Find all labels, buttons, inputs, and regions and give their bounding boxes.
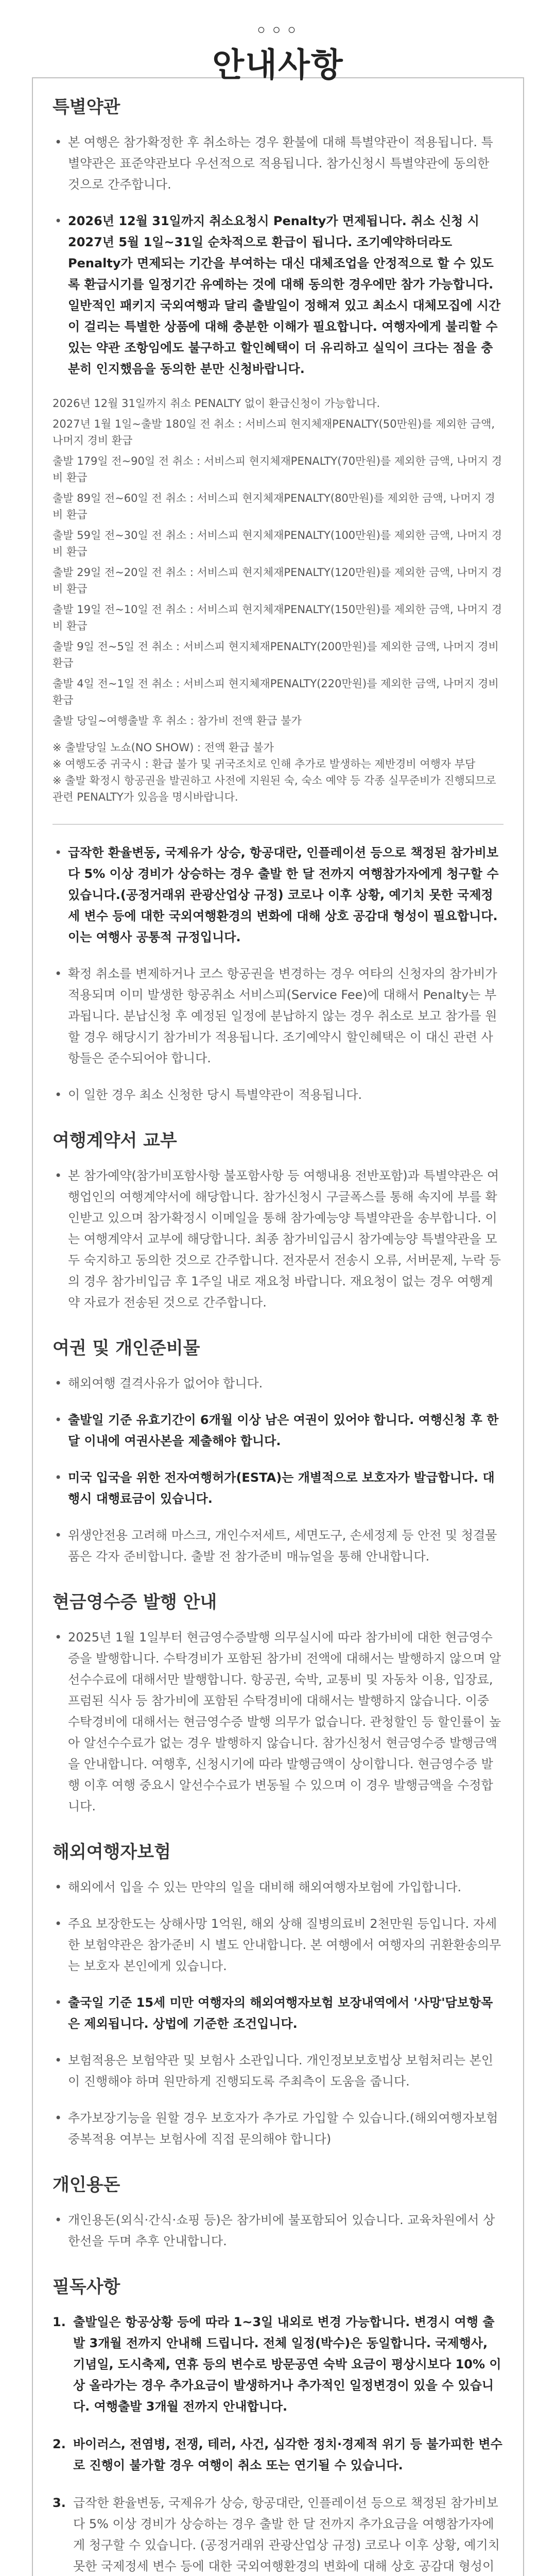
special-terms-item [53, 842, 503, 948]
passport-highlight: 미국 입국을 위한 전자여행허가(ESTA)는 개별적으로 보호자가 발급합니다. 대행시 대행료금이 있습니다. [68, 1470, 495, 1506]
insurance-item [53, 1992, 503, 2035]
must-read-item [53, 2312, 503, 2417]
allowance-list [53, 2210, 503, 2252]
insurance-item: • 해외에서 입을 수 있는 만약의 일을 대비해 해외여행자보험에 가입합니다. [53, 1877, 503, 1898]
passport-item [53, 1410, 503, 1452]
insurance-item: • 추가보장기능을 원할 경우 보호자가 추가로 가입할 수 있습니다.(해외여행자보험 중복적용 여부는 보험사에 직접 문의해야 합니다) [53, 2108, 503, 2150]
item-number: 1. [53, 2315, 66, 2329]
notice-box [32, 77, 524, 2576]
insurance-item: • 보험적용은 보험약관 및 보험사 소관입니다. 개인정보보호법상 보험처리는 본인이 진행해야 하며 원만하게 진행되도록 주최측이 도움을 줍니다. [53, 2050, 503, 2092]
special-terms-item: • 확정 취소를 변제하거나 코스 항공권을 변경하는 경우 여타의 신청자의 참가비가 적용되며 이미 발생한 항공취소 서비스피(Service Fee)에 대해서 Penalty는 부과됩니다. 분납신청 후 예정된 일정에 분납하지 않는 경우 취소로 보고 참가를 원할 경우 해당시기 참가비가 적용됩니다. 조기예약시 할인혜택은 이 대신 관련 사항들은 준수되어야 합니다. [53, 963, 503, 1069]
passport-highlight: 출발일 기준 유효기간이 6개월 이상 남은 여권이 있어야 합니다. 여행신청 후 한달 이내에 여권사본을 제출해야 합니다. [68, 1413, 499, 1448]
page-title: 안내사항 [212, 46, 344, 84]
must-read-list [53, 2312, 503, 2576]
penalty-fee-row: 출발 29일 전~20일 전 취소 : 서비스피 현지체재PENALTY(120만원)를 제외한 금액, 나머지 경비 환급 [53, 566, 502, 595]
penalty-fee-row: 출발 19일 전~10일 전 취소 : 서비스피 현지체재PENALTY(150만원)를 제외한 금액, 나머지 경비 환급 [53, 603, 502, 632]
contract-list [53, 1165, 503, 1313]
passport-list [53, 1373, 503, 1567]
penalty-note: ※ 출발 확정시 항공권을 발권하고 사전에 지원된 숙, 숙소 예약 등 각종 실무준비가 진행되므로 관련 PENALTY가 있음을 명시바랍니다. [53, 774, 496, 803]
penalty-note: ※ 출발당일 노쇼(NO SHOW) : 전액 환급 불가 [53, 741, 274, 754]
special-terms-list-2 [53, 842, 503, 1106]
item-number: 2. [53, 2437, 66, 2451]
penalty-note: ※ 여행도중 귀국시 : 환급 불가 및 귀국조치로 인해 추가로 발생하는 제반경비 여행자 부담 [53, 758, 476, 770]
passport-item: • 해외여행 결격사유가 없어야 합니다. [53, 1373, 503, 1394]
divider [53, 824, 503, 825]
insurance-list [53, 1877, 503, 2150]
title-decoration: ◦◦◦ [255, 19, 301, 43]
penalty-notes [53, 739, 503, 805]
insurance-highlight: 출국일 기준 15세 미만 여행자의 해외여행자보험 보장내역에서 '사망'담보항목은 제외됩니다. 상법에 기준한 조건입니다. [68, 1995, 493, 2031]
special-terms-highlight: 2026년 12월 31일까지 취소요청시 Penalty가 면제됩니다. 취소 신청 시 2027년 5월 1일~31일 순차적으로 환급이 됩니다. 조기예약하더라도 Penalty가 면제되는 기간을 부여하는 대신 대체조업을 안정적으로 할 수 있도록 환급시기를 일정기간 유예하는 것에 대해 동의한 경우에만 참가 가능합니다. 일반적인 패키지 국외여행과 달리 출발일이 정해져 있고 최소시 대체모집에 시간이 걸리는 특별한 상품에 대해 충분한 이해가 필요합니다. 여행자에게 불리할 수 있는 약관 조항임에도 불구하고 할인혜택이 더 유리하고 실익이 크다는 점을 충분히 인지했음을 동의한 분만 신청바랍니다. [68, 214, 501, 376]
page-header [0, 0, 556, 84]
penalty-fee-row: 출발 9일 전~5일 전 취소 : 서비스피 현지체재PENALTY(200만원)를 제외한 금액, 나머지 경비 환급 [53, 640, 499, 669]
must-read-item [53, 2434, 503, 2476]
must-read-text: 급작한 환율변동, 국제유가 상승, 항공대란, 인플레이션 등으로 책정된 참가비보다 5% 이상 경비가 상승하는 경우 출발 한 달 전까지 추가요금을 여행참가자에게 청구할 수 있습니다. (공정거래위 관광산업상 규정) 코로나 이후 상황, 예기치 못한 국제정세 변수 등에 대한 국외여행환경의 변화에 대해 상호 공감대 형성이 [73, 2496, 500, 2573]
must-read-text: 출발일은 항공상황 등에 따라 1~3일 내외로 변경 가능합니다. 변경시 여행 출발 3개월 전까지 안내해 드립니다. 전체 일정(박수)은 동일합니다. 국제행사, 기념일, 도시축제, 연휴 등의 변수로 방문공연 숙박 요금이 평상시보다 10% 이상 올라가는 경우 추가요금이 발생하거나 추가적인 일정변경이 있을 수 있습니다. 여행출발 3개월 전까지 안내합니다. [73, 2315, 501, 2414]
penalty-fee-list [53, 395, 503, 729]
section-title-must-read: 필독사항 [53, 2277, 120, 2297]
penalty-fee-row: 출발 89일 전~60일 전 취소 : 서비스피 현지체재PENALTY(80만원)를 제외한 금액, 나머지 경비 환급 [53, 492, 495, 521]
section-title-passport: 여권 및 개인준비물 [53, 1338, 200, 1359]
allowance-item: • 개인용돈(외식·간식·쇼핑 등)은 참가비에 불포함되어 있습니다. 교육차원에서 상한선을 두며 추후 안내합니다. [53, 2210, 503, 2252]
special-terms-item: • 이 일한 경우 최소 신청한 당시 특별약관이 적용됩니다. [53, 1084, 503, 1106]
penalty-fee-row: 2026년 12월 31일까지 취소 PENALTY 없이 환급신청이 가능합니다. [53, 397, 380, 410]
penalty-fee-row: 출발 179일 전~90일 전 취소 : 서비스피 현지체재PENALTY(70만원)를 제외한 금액, 나머지 경비 환급 [53, 455, 502, 484]
special-terms-item [53, 211, 503, 380]
section-title-contract: 여행계약서 교부 [53, 1130, 177, 1151]
insurance-item: • 주요 보장한도는 상해사망 1억원, 해외 상해 질병의료비 2천만원 등입니다. 자세한 보험약관은 참가준비 시 별도 안내합니다. 본 여행에서 여행자의 귀환환송의무는 보호자 본인에게 있습니다. [53, 1913, 503, 1977]
special-terms-item: • 본 여행은 참가확정한 후 취소하는 경우 환불에 대해 특별약관이 적용됩니다. 특별약관은 표준약관보다 우선적으로 적용됩니다. 참가신청시 특별약관에 동의한 것으로 간주합니다. [53, 132, 503, 195]
penalty-fee-row: 출발 4일 전~1일 전 취소 : 서비스피 현지체재PENALTY(220만원)를 제외한 금액, 나머지 경비 환급 [53, 677, 499, 706]
penalty-fee-row: 출발 59일 전~30일 전 취소 : 서비스피 현지체재PENALTY(100만원)를 제외한 금액, 나머지 경비 환급 [53, 529, 502, 558]
receipt-list [53, 1627, 503, 1817]
must-read-item [53, 2493, 503, 2576]
section-title-insurance: 해외여행자보험 [53, 1842, 171, 1862]
passport-item: • 위생안전용 고려해 마스크, 개인수저세트, 세면도구, 손세정제 등 안전 및 청결물품은 각자 준비합니다. 출발 전 참가준비 매뉴얼을 통해 안내합니다. [53, 1525, 503, 1567]
section-title-allowance: 개인용돈 [53, 2175, 120, 2195]
section-title-receipt: 현금영수증 발행 안내 [53, 1592, 217, 1613]
special-terms-highlight: 급작한 환율변동, 국제유가 상승, 항공대란, 인플레이션 등으로 책정된 참가비보다 5% 이상 경비가 상승하는 경우 출발 한 달 전까지 여행참가자에게 청구할 수 있습니다.(공정거래위 관광산업상 규정) 코로나 이후 상황, 예기치 못한 국제정세 변수 등에 대한 국외여행환경의 변화에 대해 상호 공감대 형성이 필요합니다. 이는 여행사 공통적 규정입니다. [68, 845, 499, 944]
item-number: 3. [53, 2496, 66, 2510]
must-read-text: 바이러스, 전염병, 전쟁, 테러, 사건, 심각한 정치·경제적 위기 등 불가피한 변수로 진행이 불가할 경우 여행이 취소 또는 연기될 수 있습니다. [73, 2437, 502, 2472]
penalty-fee-row: 2027년 1월 1일~출발 180일 전 취소 : 서비스피 현지체재PENALTY(50만원)를 제외한 금액, 나머지 경비 환급 [53, 418, 495, 447]
passport-item [53, 1467, 503, 1510]
special-terms-list [53, 132, 503, 380]
penalty-fee-row: 출발 당일~여행출발 후 취소 : 참가비 전액 환급 불가 [53, 715, 302, 727]
section-title-special-terms: 특별약관 [53, 97, 120, 117]
contract-item: • 본 참가예약(참가비포함사항 불포함사항 등 여행내용 전반포함)과 특별약관은 여행업인의 여행계약서에 해당합니다. 참가신청시 구글폭스를 통해 속지에 부를 확인받고 있으며 참가확정시 이메일을 통해 참가예능양 특별약관을 송부합니다. 이는 여행계약서 교부에 해당합니다. 최종 참가비입금시 참가예능양 특별약관을 모두 숙지하고 동의한 것으로 간주합니다. 전자문서 전송시 오류, 서버문제, 누락 등의 경우 참가비입금 후 1주일 내로 재요청 바랍니다. 재요청이 없는 경우 여행계약 자료가 전송된 것으로 간주합니다. [53, 1165, 503, 1313]
receipt-item: • 2025년 1월 1일부터 현금영수증발행 의무실시에 따라 참가비에 대한 현금영수증을 발행합니다. 수탁경비가 포함된 참가비 전액에 대해서는 발행하지 않으며 알선수수료에 대해서만 발행합니다. 항공권, 숙박, 교통비 및 자동차 이용, 입장료, 프럼된 식사 등 참가비에 포함된 수탁경비에 대해서는 발행하지 않습니다. 이중 수탁경비에 대해서는 현금영수증 발행 의무가 없습니다. 관청할인 등 할인률이 높아 알선수수료가 없는 경우 발행하지 않습니다. 참가신청서 현금영수증 발행금액을 안내합니다. 여행후, 신청시기에 따라 발행금액이 상이합니다. 현금영수증 발행 이후 여행 중요시 알선수수료가 변동될 수 있으며 이 경우 발행금액을 수정합니다. [53, 1627, 503, 1817]
